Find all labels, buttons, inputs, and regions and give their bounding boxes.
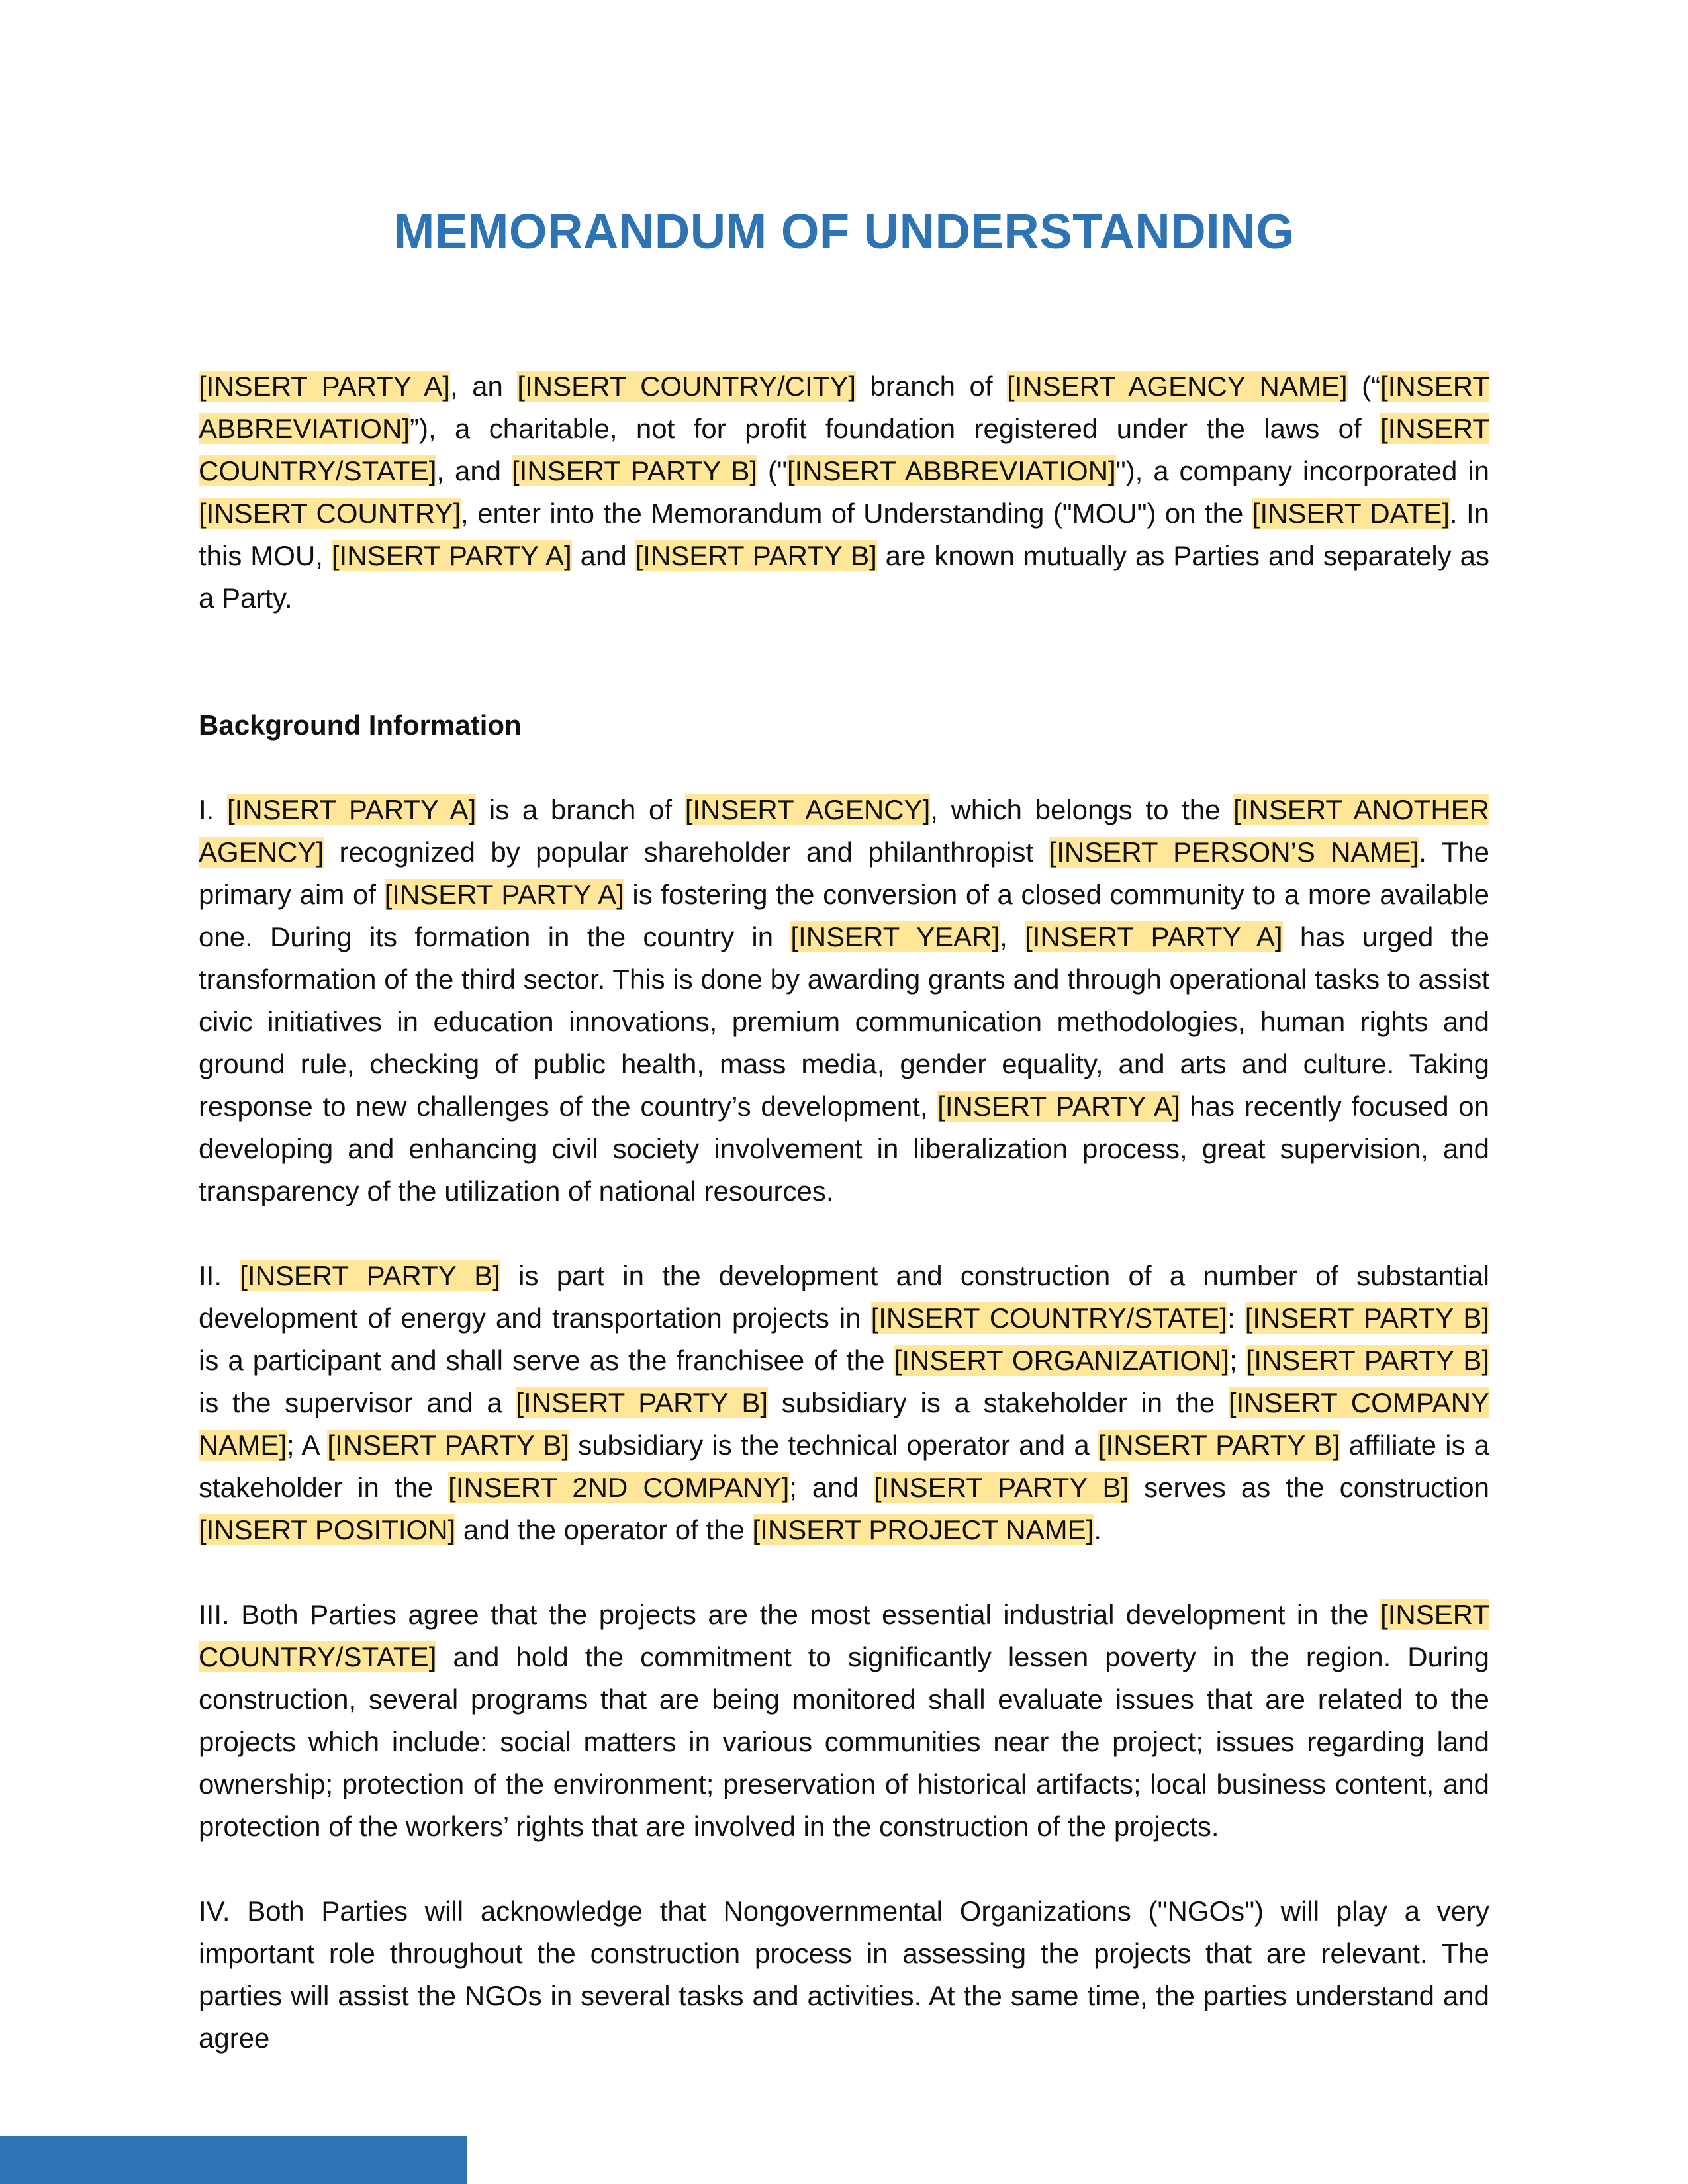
placeholder-project-name: [INSERT PROJECT NAME] — [752, 1514, 1094, 1545]
text-run: subsidiary is a stakeholder in the — [768, 1387, 1229, 1418]
placeholder-agency-name: [INSERT AGENCY NAME] — [1007, 371, 1348, 402]
placeholder-party-a: [INSERT PARTY A] — [1025, 921, 1283, 952]
text-run: ”), a charitable, not for profit foundation registered under the laws of — [409, 413, 1381, 444]
text-run: is fostering the conversion of a closed community to a more available one. During its formation in the country in — [199, 879, 1489, 952]
placeholder-country-state: [INSERT COUNTRY/STATE] — [870, 1302, 1228, 1334]
text-run: . The primary aim of — [199, 837, 1489, 910]
text-run: : — [1227, 1302, 1245, 1334]
text-run: subsidiary is the technical operator and a — [569, 1430, 1098, 1461]
text-run: ; A — [287, 1430, 328, 1461]
placeholder-agency: [INSERT AGENCY] — [684, 794, 931, 825]
text-run: , and — [436, 455, 512, 486]
document-body — [199, 365, 1489, 2060]
text-run: serves as the construction — [1129, 1472, 1490, 1503]
text-run: ; and — [789, 1472, 874, 1503]
placeholder-person-name: [INSERT PERSON’S NAME] — [1049, 837, 1419, 868]
section-heading-background: Background Information — [199, 709, 522, 741]
text-run: are known mutually as Parties and separately as a Party. — [199, 540, 1490, 614]
placeholder-party-b: [INSERT PARTY B] — [240, 1260, 500, 1291]
placeholder-country-state: [INSERT COUNTRY/STATE] — [199, 1599, 1489, 1672]
placeholder-party-b: [INSERT PARTY B] — [635, 540, 877, 571]
footer-accent-bar — [0, 2136, 467, 2184]
background-paragraph-2 — [199, 1255, 1489, 1551]
text-run: has urged the transformation of the third sector. This is done by awarding grants and through operational tasks to assist civic initiatives in education innovations, premium communication methodologies, human rights and ground rule, checking of public health, mass media, gender equality, and arts and culture. Taking response to new challenges of the country’s development, — [199, 921, 1490, 1122]
placeholder-country-state: [INSERT COUNTRY/STATE] — [199, 413, 1489, 486]
placeholder-party-b: [INSERT PARTY B] — [1246, 1345, 1490, 1376]
intro-paragraph — [199, 365, 1489, 619]
placeholder-party-b: [INSERT PARTY B] — [1244, 1302, 1489, 1334]
placeholder-party-b: [INSERT PARTY B] — [873, 1472, 1129, 1503]
placeholder-party-a: [INSERT PARTY A] — [331, 540, 572, 571]
placeholder-company-name: [INSERT COMPANY NAME] — [199, 1387, 1490, 1461]
text-run: "), a company incorporated in — [1115, 455, 1489, 486]
placeholder-organization: [INSERT ORGANIZATION] — [894, 1345, 1230, 1376]
text-run: recognized by popular shareholder and philanthropist — [324, 837, 1049, 868]
placeholder-another-agency: [INSERT ANOTHER AGENCY] — [199, 794, 1489, 868]
text-run: and hold the commitment to significantly lessen poverty in the region. During construction, several programs that are being monitored shall evaluate issues that are related to the projects which include: social matters in various communities near the project; issues regarding land ownership; protection of the environment; preservation of historical artifacts; local business content, and protection of the workers’ rights that are involved in the construction of the projects. — [199, 1641, 1489, 1842]
background-paragraph-3 — [199, 1594, 1489, 1848]
text-run: is a branch of — [476, 794, 685, 825]
text-run: II. — [199, 1260, 240, 1291]
background-paragraph-1 — [199, 789, 1489, 1212]
placeholder-party-b: [INSERT PARTY B] — [327, 1430, 570, 1461]
text-run: ; — [1229, 1345, 1246, 1376]
placeholder-abbreviation: [INSERT ABBREVIATION] — [786, 455, 1116, 486]
placeholder-country: [INSERT COUNTRY] — [199, 498, 461, 529]
text-run: is a participant and shall serve as the franchisee of the — [199, 1345, 894, 1376]
placeholder-2nd-company: [INSERT 2ND COMPANY] — [448, 1472, 790, 1503]
placeholder-party-a: [INSERT PARTY A] — [937, 1091, 1180, 1122]
placeholder-party-b: [INSERT PARTY B] — [1098, 1430, 1340, 1461]
text-run: I. — [199, 794, 227, 825]
text-run: affiliate is a stakeholder in the — [199, 1430, 1489, 1503]
text-run: is part in the development and construction of a number of substantial development of energy and transportation projects in — [199, 1260, 1489, 1334]
placeholder-country-city: [INSERT COUNTRY/CITY] — [517, 371, 857, 402]
text-run: is the supervisor and a — [199, 1387, 516, 1418]
text-run: has recently focused on developing and enhancing civil society involvement in liberalization process, great supervision, and transparency of the utilization of national resources. — [199, 1091, 1489, 1206]
text-run: IV. Both Parties will acknowledge that Nongovernmental Organizations ("NGOs") will play a very important role throughout the construction process in assessing the projects that are relevant. The parties will assist the NGOs in several tasks and activities. At the same time, the parties understand and agree — [199, 1895, 1489, 2054]
text-run: . In this MOU, — [199, 498, 1489, 571]
text-run: III. Both Parties agree that the projects are the most essential industrial development in the — [199, 1599, 1381, 1630]
placeholder-party-b: [INSERT PARTY B] — [511, 455, 758, 486]
text-run: (" — [757, 455, 787, 486]
text-run: , which belongs to the — [930, 794, 1234, 825]
placeholder-date: [INSERT DATE] — [1252, 498, 1450, 529]
placeholder-year: [INSERT YEAR] — [790, 921, 1000, 952]
placeholder-party-a: [INSERT PARTY A] — [199, 371, 450, 402]
placeholder-position: [INSERT POSITION] — [199, 1514, 456, 1545]
text-run: , — [1000, 921, 1025, 952]
text-run: and the operator of the — [455, 1514, 753, 1545]
background-paragraph-4 — [199, 1890, 1489, 2060]
placeholder-abbreviation: [INSERT ABBREVIATION] — [199, 371, 1489, 444]
text-run: , an — [449, 371, 518, 402]
text-run: branch of — [856, 371, 1008, 402]
placeholder-party-a: [INSERT PARTY A] — [384, 879, 624, 910]
document-title: MEMORANDUM OF UNDERSTANDING — [393, 204, 1295, 259]
placeholder-party-a: [INSERT PARTY A] — [227, 794, 477, 825]
text-run: , enter into the Memorandum of Understanding ("MOU") on the — [461, 498, 1252, 529]
text-run: . — [1094, 1514, 1102, 1545]
text-run: and — [571, 540, 635, 571]
text-run: (“ — [1347, 371, 1381, 402]
placeholder-party-b: [INSERT PARTY B] — [516, 1387, 769, 1418]
